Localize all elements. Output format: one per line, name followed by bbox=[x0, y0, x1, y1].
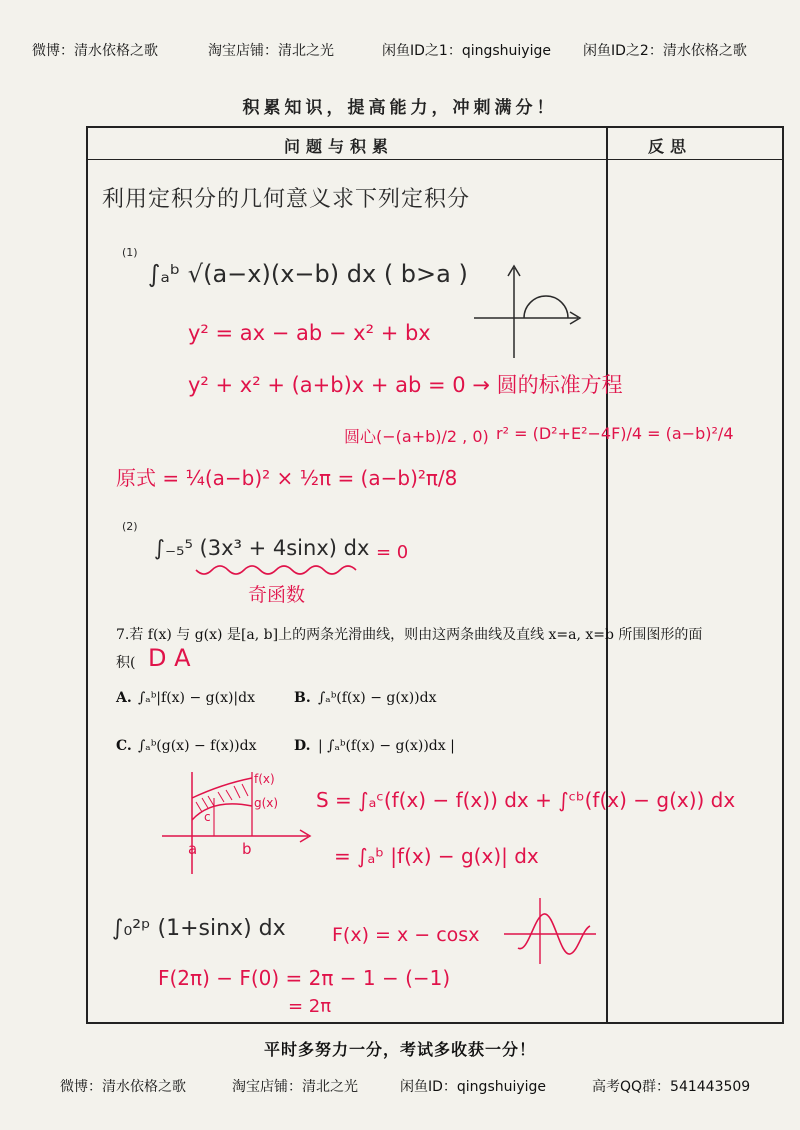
problem-2-note: 奇函数 bbox=[248, 584, 306, 606]
problem-2-result: = 0 bbox=[376, 542, 409, 563]
question-7-text: 7.若 f(x) 与 g(x) 是[a, b]上的两条光滑曲线，则由这两条曲线及直线 x=a, x=b 所围图形的面 bbox=[116, 627, 703, 643]
top-motto: 积累知识，提高能力，冲刺满分！ bbox=[242, 98, 558, 118]
option-c: ∫ₐᵇ(g(x) − f(x))dx bbox=[138, 738, 257, 754]
problem-2-label: (2) bbox=[122, 520, 138, 533]
footer-qq-group: 高考QQ群：541443509 bbox=[592, 1079, 751, 1095]
question-7-text-cont: 积( bbox=[116, 655, 136, 671]
question-7-answer: D A bbox=[148, 644, 191, 672]
sine-sketch bbox=[504, 896, 600, 966]
footer-weibo: 微博：清水依格之歌 bbox=[60, 1079, 186, 1095]
column-header-questions: 问题与积累 bbox=[284, 137, 395, 156]
column-divider bbox=[606, 128, 608, 1022]
area-formula-line-2: = ∫ₐᵇ |f(x) − g(x)| dx bbox=[334, 844, 539, 868]
header-taobao: 淘宝店铺：清北之光 bbox=[208, 43, 334, 59]
problem-3-evaluation: F(2π) − F(0) = 2π − 1 − (−1) bbox=[158, 966, 451, 990]
graph-label-a: a bbox=[188, 840, 198, 858]
problem-1-line-1: y² = ax − ab − x² + bx bbox=[188, 321, 431, 345]
footer-taobao: 淘宝店铺：清北之光 bbox=[232, 1079, 358, 1095]
semicircle-sketch bbox=[474, 258, 584, 368]
option-b-label: B. bbox=[294, 690, 311, 706]
graph-label-b: b bbox=[242, 840, 252, 858]
header-xianyu-2: 闲鱼ID之2：清水依格之歌 bbox=[583, 43, 747, 59]
area-formula-line-1: S = ∫ₐᶜ(f(x) − f(x)) dx + ∫ᶜᵇ(f(x) − g(x)) dx bbox=[316, 788, 736, 812]
footer-xianyu: 闲鱼ID：qingshuiyige bbox=[400, 1079, 547, 1095]
header-weibo: 微博：清水依格之歌 bbox=[32, 43, 158, 59]
option-d: | ∫ₐᵇ(f(x) − g(x))dx | bbox=[318, 738, 455, 754]
graph-label-gx: g(x) bbox=[254, 796, 279, 810]
problem-2-integral: ∫₋₅⁵ (3x³ + 4sinx) dx bbox=[154, 536, 370, 560]
column-header-reflection: 反思 bbox=[648, 137, 693, 156]
problem-1-label: (1) bbox=[122, 246, 138, 259]
graph-label-c: c bbox=[204, 810, 211, 824]
problem-1-result: 原式 = ¼(a−b)² × ½π = (a−b)²π/8 bbox=[116, 466, 458, 490]
problem-1-integral: ∫ₐᵇ √(a−x)(x−b) dx ( b>a ) bbox=[148, 260, 468, 288]
area-sketch bbox=[162, 768, 312, 878]
notes-table bbox=[86, 126, 784, 1024]
option-c-label: C. bbox=[116, 738, 132, 754]
bottom-motto: 平时多努力一分，考试多收获一分！ bbox=[263, 1040, 536, 1059]
header-xianyu-1: 闲鱼ID之1：qingshuiyige bbox=[382, 43, 551, 59]
problem-3-integral: ∫₀²ᵖ (1+sinx) dx bbox=[112, 916, 286, 941]
graph-label-fx: f(x) bbox=[254, 772, 275, 786]
option-a: ∫ₐᵇ|f(x) − g(x)|dx bbox=[138, 690, 255, 706]
problem-title: 利用定积分的几何意义求下列定积分 bbox=[102, 187, 471, 212]
problem-1-line-2: y² + x² + (a+b)x + ab = 0 → 圆的标准方程 bbox=[188, 373, 623, 397]
problem-1-center: 圆心(−(a+b)/2 , 0) bbox=[344, 427, 489, 446]
problem-3-result: = 2π bbox=[288, 996, 332, 1017]
header-rule bbox=[88, 159, 782, 160]
problem-3-antiderivative: F(x) = x − cosx bbox=[332, 924, 480, 946]
option-d-label: D. bbox=[294, 738, 311, 754]
odd-function-underline bbox=[194, 564, 364, 578]
problem-1-radius: r² = (D²+E²−4F)/4 = (a−b)²/4 bbox=[496, 424, 734, 443]
option-a-label: A. bbox=[116, 690, 132, 706]
option-b: ∫ₐᵇ(f(x) − g(x))dx bbox=[318, 690, 437, 706]
